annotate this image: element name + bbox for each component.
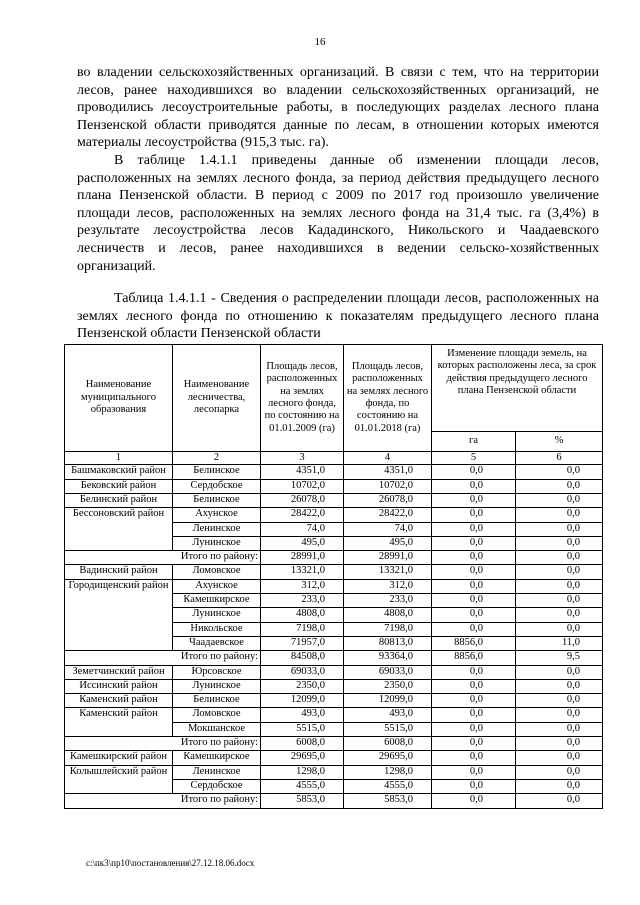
forestry-cell: Сердобское [173,779,261,793]
change-ha-cell: 0,0 [432,794,516,808]
table-row-total [65,651,603,665]
area-2009-cell: 84508,0 [261,651,344,665]
forestry-cell: Ломовское [173,708,261,722]
header-change-ha: га [432,432,516,452]
change-pct-cell: 0,0 [516,694,603,708]
area-2009-cell: 28991,0 [261,551,344,565]
area-2018-cell: 69033,0 [344,665,432,679]
change-ha-cell: 0,0 [432,679,516,693]
area-2009-cell: 69033,0 [261,665,344,679]
change-pct-cell: 11,0 [516,636,603,650]
district-cell: Бековский район [65,479,173,493]
area-2018-cell: 10702,0 [344,479,432,493]
change-pct-cell: 0,0 [516,522,603,536]
area-2009-cell: 493,0 [261,708,344,722]
forestry-cell: Ахунское [173,508,261,522]
area-2018-cell: 26078,0 [344,494,432,508]
area-2009-cell: 26078,0 [261,494,344,508]
table-row-total [65,551,603,565]
forestry-cell: Лунинское [173,536,261,550]
area-2018-cell: 28991,0 [344,551,432,565]
area-2009-cell: 5515,0 [261,722,344,736]
area-2018-cell: 29695,0 [344,751,432,765]
district-cell: Башмаковский район [65,465,173,479]
forestry-cell: Сердобское [173,479,261,493]
area-2018-cell: 5853,0 [344,794,432,808]
area-2018-cell: 4808,0 [344,608,432,622]
table-row [65,479,603,493]
forestry-cell: Юрсовское [173,665,261,679]
change-pct-cell: 0,0 [516,622,603,636]
area-2018-cell: 7198,0 [344,622,432,636]
paragraph-2: В таблице 1.4.1.1 приведены данные об изменении площади лесов, расположенных на землях лесного фонда, за период действия предыдущего лесного плана Пензенской области. В период с 2009 по 2017 год произошло увеличение площади лесов, расположенных на землях лесного фонда на 31,4 тыс. га (3,4%) в результате лесоустройства лесов Кададинского, Никольского и Чаадаевского лесничеств и лесов, ранее находившихся в ведении сельско-хозяйственных организаций. [77,153,599,274]
forestry-cell: Белинское [173,694,261,708]
change-ha-cell: 0,0 [432,479,516,493]
change-pct-cell: 0,0 [516,565,603,579]
area-2009-cell: 233,0 [261,594,344,608]
area-2018-cell: 495,0 [344,536,432,550]
change-pct-cell: 0,0 [516,722,603,736]
change-pct-cell: 0,0 [516,608,603,622]
district-cell: Бессоновский район [65,508,173,551]
area-2018-cell: 233,0 [344,594,432,608]
column-number: 2 [173,452,261,465]
change-ha-cell: 0,0 [432,508,516,522]
header-forestry: Наименование лесничества, лесопарка [173,345,261,452]
forestry-cell: Ломовское [173,565,261,579]
area-2009-cell: 10702,0 [261,479,344,493]
area-2009-cell: 28422,0 [261,508,344,522]
area-2018-cell: 4351,0 [344,465,432,479]
change-pct-cell: 0,0 [516,594,603,608]
change-pct-cell: 0,0 [516,465,603,479]
table-row [65,751,603,765]
change-ha-cell: 8856,0 [432,651,516,665]
district-cell: Белинский район [65,494,173,508]
change-pct-cell: 0,0 [516,679,603,693]
column-number: 1 [65,452,173,465]
table-row [65,508,603,522]
table-row [65,494,603,508]
change-pct-cell: 0,0 [516,794,603,808]
forestry-cell: Камешкирское [173,594,261,608]
change-ha-cell: 0,0 [432,779,516,793]
area-2009-cell: 4351,0 [261,465,344,479]
forestry-cell: Камешкирское [173,751,261,765]
area-2009-cell: 7198,0 [261,622,344,636]
area-2009-cell: 6008,0 [261,737,344,751]
area-2009-cell: 13321,0 [261,565,344,579]
area-2018-cell: 13321,0 [344,565,432,579]
district-cell: Камешкирский район [65,751,173,765]
change-pct-cell: 0,0 [516,479,603,493]
district-cell: Земетчинский район [65,665,173,679]
area-2009-cell: 5853,0 [261,794,344,808]
area-2009-cell: 12099,0 [261,694,344,708]
area-2018-cell: 12099,0 [344,694,432,708]
area-2018-cell: 4555,0 [344,779,432,793]
change-ha-cell: 0,0 [432,551,516,565]
change-ha-cell: 0,0 [432,522,516,536]
total-label: Итого по району: [65,651,261,665]
forestry-cell: Мокшанское [173,722,261,736]
table-caption: Таблица 1.4.1.1 - Сведения о распределении площади лесов, расположенных на землях лесного фонда по отношению к показателям предыдущего лесного плана Пензенской области Пензенской области [77,291,599,342]
area-2018-cell: 1298,0 [344,765,432,779]
forestry-cell: Белинское [173,465,261,479]
change-ha-cell: 0,0 [432,751,516,765]
district-cell: Иссинский район [65,679,173,693]
column-number: 4 [344,452,432,465]
area-2018-cell: 74,0 [344,522,432,536]
change-pct-cell: 0,0 [516,579,603,593]
table-row [65,679,603,693]
change-pct-cell: 0,0 [516,708,603,722]
change-pct-cell: 0,0 [516,508,603,522]
area-2018-cell: 93364,0 [344,651,432,665]
area-2018-cell: 312,0 [344,579,432,593]
district-cell: Колышлейский район [65,765,173,794]
area-2018-cell: 6008,0 [344,737,432,751]
change-ha-cell: 0,0 [432,694,516,708]
change-ha-cell: 0,0 [432,622,516,636]
area-2009-cell: 4555,0 [261,779,344,793]
change-ha-cell: 0,0 [432,536,516,550]
change-ha-cell: 0,0 [432,565,516,579]
table-row [65,665,603,679]
area-2018-cell: 28422,0 [344,508,432,522]
paragraph-1: во владении сельскохозяйственных организаций. В связи с тем, что на территории лесов, ранее находившихся во владении сельскохозяйственных организаций, не проводились лесоустроительные работы, в последующих разделах лесного плана Пензенской области приводятся данные по лесам, в отношении которых имеются материалы лесоустройства (915,3 тыс. га). [77,65,599,151]
total-label: Итого по району: [65,551,261,565]
table-row [65,565,603,579]
change-ha-cell: 0,0 [432,594,516,608]
change-pct-cell: 0,0 [516,751,603,765]
table-row [65,765,603,779]
forestry-cell: Никольское [173,622,261,636]
area-2018-cell: 5515,0 [344,722,432,736]
change-ha-cell: 0,0 [432,765,516,779]
header-area-2009: Площадь лесов, расположенных на землях лесного фонда, по состоянию на 01.01.2009 (га) [261,345,344,452]
column-number: 6 [516,452,603,465]
forest-area-table [64,344,603,809]
area-2009-cell: 4808,0 [261,608,344,622]
header-area-2018: Площадь лесов, расположенных на землях лесного фонда, по состоянию на 01.01.2018 (га) [344,345,432,452]
change-pct-cell: 0,0 [516,551,603,565]
column-number: 3 [261,452,344,465]
area-2018-cell: 2350,0 [344,679,432,693]
table-row [65,694,603,708]
table-row-total [65,737,603,751]
forestry-cell: Лунинское [173,679,261,693]
district-cell: Вадинский район [65,565,173,579]
change-ha-cell: 0,0 [432,737,516,751]
change-pct-cell: 0,0 [516,665,603,679]
header-change-pct: % [516,432,603,452]
page-number: 16 [314,36,326,48]
change-pct-cell: 0,0 [516,737,603,751]
forestry-cell: Лунинское [173,608,261,622]
change-ha-cell: 0,0 [432,579,516,593]
header-municipal: Наименование муниципального образования [65,345,173,452]
forestry-cell: Чаадаевское [173,636,261,650]
area-2009-cell: 495,0 [261,536,344,550]
file-path-footer: c:\пк3\пр10\постановления\27.12.18.06.docx [86,858,255,868]
change-ha-cell: 8856,0 [432,636,516,650]
district-cell: Городищенский район [65,579,173,650]
area-2009-cell: 29695,0 [261,751,344,765]
area-2018-cell: 80813,0 [344,636,432,650]
area-2009-cell: 2350,0 [261,679,344,693]
area-2009-cell: 1298,0 [261,765,344,779]
total-label: Итого по району: [65,794,261,808]
district-cell: Каменский район [65,694,173,708]
area-2009-cell: 74,0 [261,522,344,536]
forestry-cell: Ахунское [173,579,261,593]
area-2018-cell: 493,0 [344,708,432,722]
table-row-total [65,794,603,808]
change-ha-cell: 0,0 [432,665,516,679]
area-2009-cell: 71957,0 [261,636,344,650]
change-ha-cell: 0,0 [432,722,516,736]
change-pct-cell: 0,0 [516,779,603,793]
forestry-cell: Ленинское [173,765,261,779]
change-pct-cell: 9,5 [516,651,603,665]
forestry-cell: Ленинское [173,522,261,536]
change-ha-cell: 0,0 [432,608,516,622]
column-number: 5 [432,452,516,465]
table-row [65,579,603,593]
forestry-cell: Белинское [173,494,261,508]
change-pct-cell: 0,0 [516,536,603,550]
district-cell: Каменский район [65,708,173,737]
change-pct-cell: 0,0 [516,765,603,779]
change-ha-cell: 0,0 [432,708,516,722]
change-ha-cell: 0,0 [432,494,516,508]
total-label: Итого по району: [65,737,261,751]
table-row [65,708,603,722]
change-pct-cell: 0,0 [516,494,603,508]
area-2009-cell: 312,0 [261,579,344,593]
header-change: Изменение площади земель, на которых расположены леса, за срок действия предыдущего лесного плана Пензенской области [432,345,603,432]
change-ha-cell: 0,0 [432,465,516,479]
table-row [65,465,603,479]
